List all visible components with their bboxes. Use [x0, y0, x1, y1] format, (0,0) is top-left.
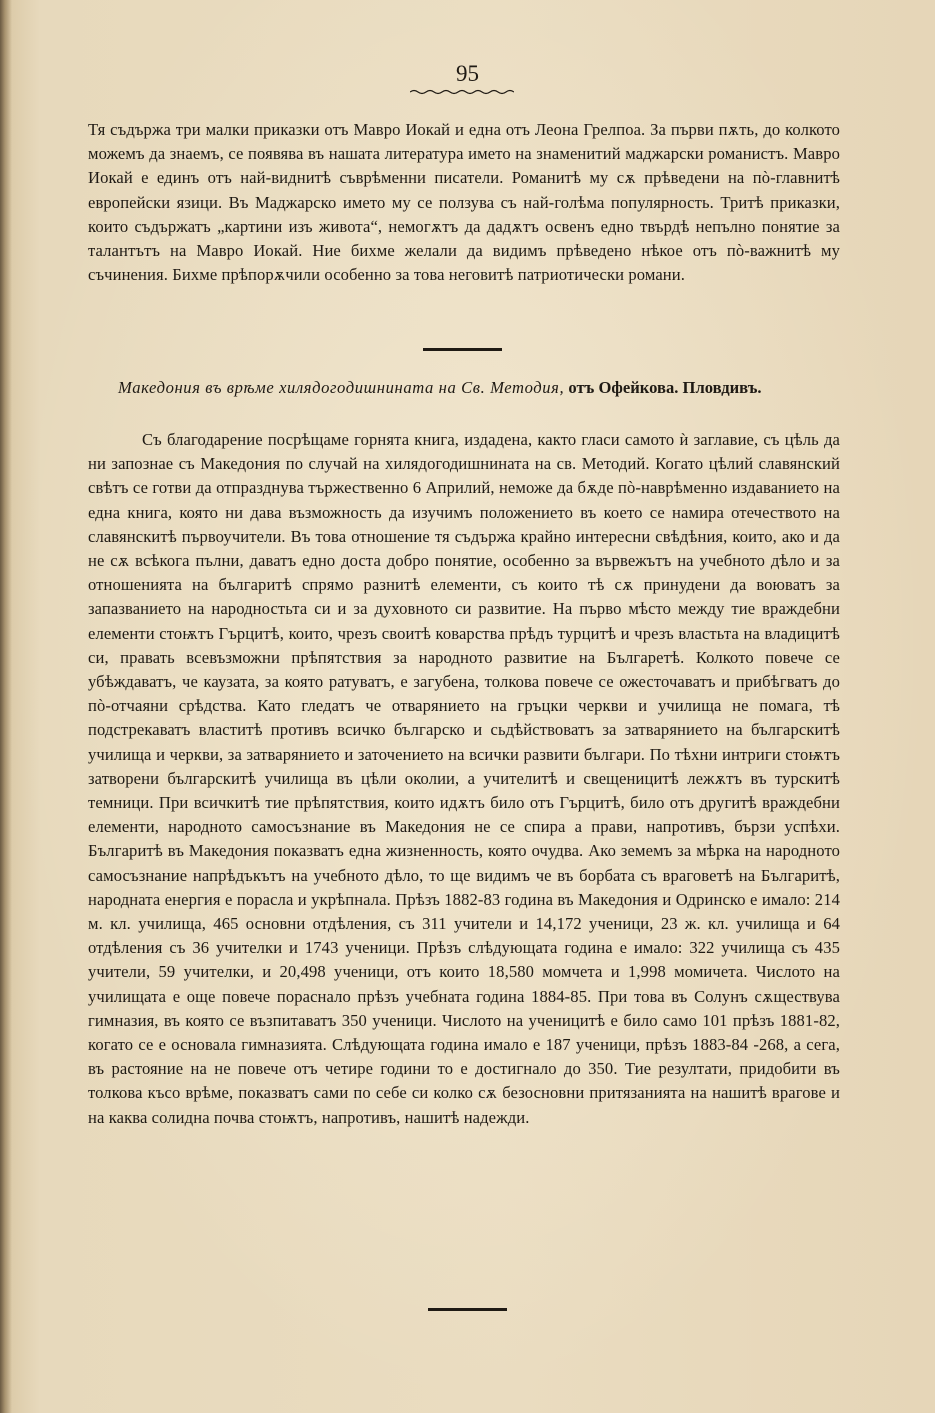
paragraph-jokai-review: Тя съдържа три малки приказки отъ Мавро Иокай и една отъ Леона Грелпоа. За първи пѫть, до колкото можемъ да знаемъ, се появява въ нашата литература името на знаменитий маджарски романистъ. Мавро Иокай е единъ отъ най-виднитѣ съврѣменни писатели. Романитѣ му сѫ прѣведени на пò-главнитѣ европейски язици. Въ Маджарско името му се ползува съ най-голѣма популярность. Тритѣ приказки, които съдържатъ „картини изъ живота“, немогѫтъ да дадѫтъ освенъ едно твърдѣ непълно понятие за талантътъ на Мавро Иокай. Ние бихме желали да видимъ прѣведено нѣкое отъ пò-важнитѣ му съчинения. Бихме прѣпорѫчили особенно за това неговитѣ патриотически романи. [88, 120, 840, 285]
page-number-wavy-ornament [410, 89, 514, 95]
paragraph-macedonia-review: Съ благодарение посрѣщаме горнята книга, издадена, както гласи самото ѝ заглавие, съ цѣль да ни запознае съ Македония по случай на хилядогодишнината на св. Методий. Когато цѣлий славянский свѣтъ се готви да отпразднува тържественно 6 Априлий, неможе да бѫде пò-наврѣменно издаванието на една книга, която ни дава възможность да изучимъ положението въ което се намира отечеството на славянскитѣ първоучители. Въ това отношение тя съдържа крайно интересни свѣдѣния, които, ако и да не сѫ всѣкога пълни, даватъ едно доста добро понятие, особенно за вървежътъ на учебното дѣло и за отношенията на българитѣ спрямо разнитѣ елементи, съ които тѣ сѫ принудени да воюватъ за запазванието на народностьта си и за духовното си развитие. На първо мѣсто между тие враждебни елементи стоѭтъ Гърцитѣ, които, чрезъ своитѣ коварства прѣдъ турцитѣ и чрезъ властьта на владицитѣ си, правать всевъзможни прѣпятствия за народното развитие на Българетѣ. Колкото повече се убѣждаватъ, че каузата, за която ратуватъ, е загубена, толкова повече се ожесточаватъ и прибѣгватъ до пò-отчаяни срѣдства. Като гледатъ че отварянието на гръцки черкви и училища не помага, тѣ подстрекаватъ властитѣ противъ всичко българско и сьдѣйствоватъ за затварянието на българскитѣ училища и черкви, за затварянието и заточението на всички развити българи. По тѣхни интриги стоѭтъ затворени българскитѣ училища въ цѣли околии, а учителитѣ и свещеницитѣ лежѫтъ въ турскитѣ темници. При всичкитѣ тие прѣпятствия, които идѫтъ било отъ Гърцитѣ, било отъ другитѣ враждебни елементи, народното самосъзнание въ Македония не се спира а прави, напротивъ, бързи успѣхи. Българитѣ въ Македония показватъ една жизненность, която очудва. Ако земемъ за мѣрка на народното самосъзнание напрѣдъкътъ на учебното дѣло, то ще видимъ че въ борбата съ враговетѣ на Българитѣ, народната енергия е порасла и укрѣпнала. Прѣзъ 1882-83 година въ Македония и Одринско е имало: 214 м. кл. училища, 465 основни отдѣления, съ 311 учители и 14,172 ученици, 23 ж. кл. училища и 64 отдѣления съ 36 учителки и 1743 ученици. Прѣзъ слѣдующата година е имало: 322 училища съ 435 учители, 59 учителки, и 20,498 ученици, отъ които 18,580 момчета и 1,998 момичета. Числото на училищата е още повече порасналo прѣзъ учебната година 1884-85. При това въ Солунъ сѫществува гимназия, въ която се възпитаватъ 350 ученици. Числото на ученицитѣ е било само 101 прѣзъ 1881-82, когато се е основала гимназията. Слѣдующата година имало е 187 ученици, прѣзъ 1883-84 -268, а сега, въ растояние на не повече отъ четире години то е достигнало до 350. Тие резултати, придобити въ толкова късо врѣме, показватъ сами по себе си колко сѫ безосновни притязанията на нашитѣ врагове и на каква солидна почва стоѭтъ, напротивъ, нашитѣ надежди. [88, 430, 840, 1127]
section-divider-top [423, 348, 502, 351]
review-author-place: отъ Офейкова. Пловдивъ. [568, 378, 762, 397]
section-divider-bottom [428, 1308, 507, 1311]
page-number: 95 [456, 61, 479, 86]
binding-edge [0, 0, 12, 1413]
review-heading [118, 378, 840, 398]
review-book-title: Македония въ врѣме хилядогодишнината на Св. Методия, [118, 378, 565, 397]
